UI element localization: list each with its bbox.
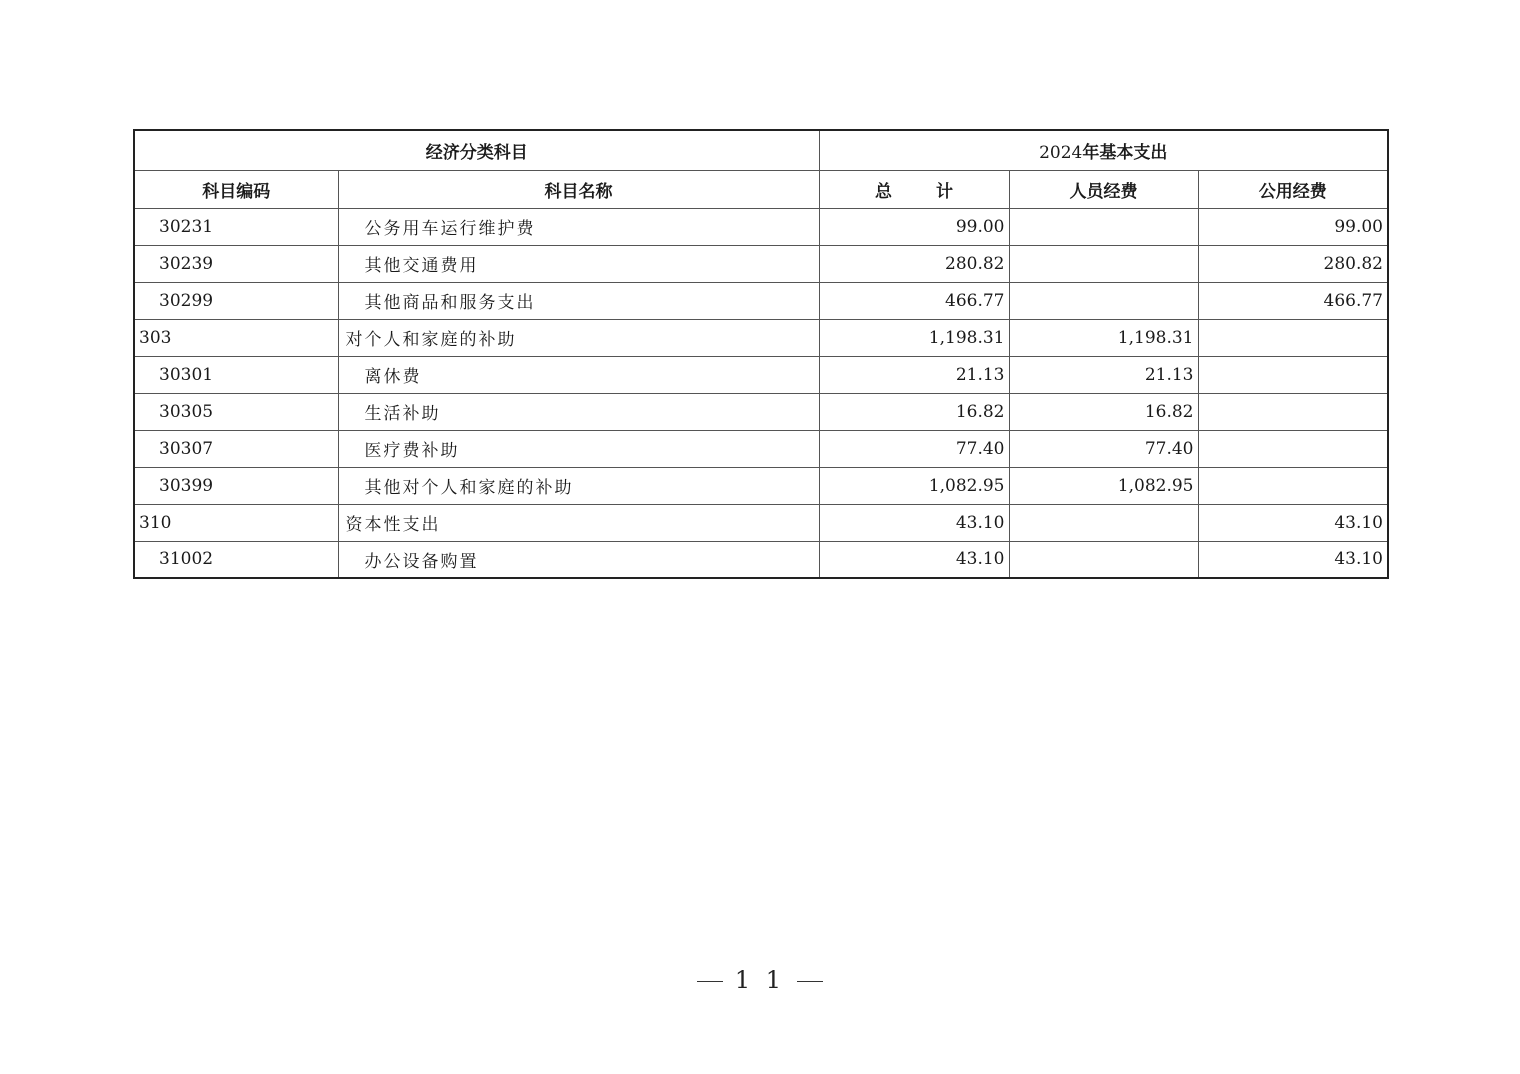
code-column-header: 科目编码 bbox=[134, 170, 338, 208]
row-personnel bbox=[1009, 208, 1198, 245]
row-code: 30301 bbox=[134, 356, 338, 393]
row-public bbox=[1198, 319, 1388, 356]
total-column-header bbox=[819, 170, 1009, 208]
row-personnel: 1,082.95 bbox=[1009, 467, 1198, 504]
row-total: 43.10 bbox=[819, 541, 1009, 578]
public-column-header: 公用经费 bbox=[1198, 170, 1388, 208]
table-row bbox=[134, 467, 1388, 504]
row-code: 310 bbox=[134, 504, 338, 541]
row-total: 99.00 bbox=[819, 208, 1009, 245]
row-public: 43.10 bbox=[1198, 504, 1388, 541]
right-dash bbox=[797, 981, 823, 982]
row-name: 资本性支出 bbox=[338, 504, 819, 541]
row-total: 21.13 bbox=[819, 356, 1009, 393]
row-personnel: 16.82 bbox=[1009, 393, 1198, 430]
row-total: 16.82 bbox=[819, 393, 1009, 430]
row-code: 30299 bbox=[134, 282, 338, 319]
table-row bbox=[134, 393, 1388, 430]
row-public: 280.82 bbox=[1198, 245, 1388, 282]
row-personnel bbox=[1009, 541, 1198, 578]
page-number-footer bbox=[0, 966, 1520, 994]
table-header-row-2 bbox=[134, 170, 1388, 208]
row-personnel bbox=[1009, 282, 1198, 319]
table-header-row-1 bbox=[134, 130, 1388, 170]
row-total: 1,198.31 bbox=[819, 319, 1009, 356]
row-total: 77.40 bbox=[819, 430, 1009, 467]
row-code: 30399 bbox=[134, 467, 338, 504]
row-personnel: 1,198.31 bbox=[1009, 319, 1198, 356]
total-label-right: 计 bbox=[936, 181, 953, 202]
row-code: 30305 bbox=[134, 393, 338, 430]
year-suffix-label: 年基本支出 bbox=[1082, 142, 1168, 163]
row-public: 99.00 bbox=[1198, 208, 1388, 245]
row-personnel: 21.13 bbox=[1009, 356, 1198, 393]
budget-expenditure-table bbox=[133, 129, 1389, 579]
row-total: 43.10 bbox=[819, 504, 1009, 541]
row-name: 离休费 bbox=[338, 356, 819, 393]
table-row bbox=[134, 356, 1388, 393]
table-row bbox=[134, 282, 1388, 319]
row-name: 公务用车运行维护费 bbox=[338, 208, 819, 245]
row-public bbox=[1198, 467, 1388, 504]
row-name: 生活补助 bbox=[338, 393, 819, 430]
row-total: 1,082.95 bbox=[819, 467, 1009, 504]
table-row bbox=[134, 245, 1388, 282]
row-personnel bbox=[1009, 504, 1198, 541]
name-column-header: 科目名称 bbox=[338, 170, 819, 208]
row-total: 280.82 bbox=[819, 245, 1009, 282]
row-public bbox=[1198, 356, 1388, 393]
row-name: 其他对个人和家庭的补助 bbox=[338, 467, 819, 504]
left-dash bbox=[697, 981, 723, 982]
row-code: 30307 bbox=[134, 430, 338, 467]
row-personnel bbox=[1009, 245, 1198, 282]
row-code: 31002 bbox=[134, 541, 338, 578]
row-total: 466.77 bbox=[819, 282, 1009, 319]
row-code: 30239 bbox=[134, 245, 338, 282]
row-name: 其他商品和服务支出 bbox=[338, 282, 819, 319]
row-code: 30231 bbox=[134, 208, 338, 245]
row-name: 对个人和家庭的补助 bbox=[338, 319, 819, 356]
row-code: 303 bbox=[134, 319, 338, 356]
row-public: 43.10 bbox=[1198, 541, 1388, 578]
personnel-column-header: 人员经费 bbox=[1009, 170, 1198, 208]
total-label-left: 总 bbox=[875, 181, 892, 202]
page-number: 1 1 bbox=[734, 966, 786, 994]
table-row bbox=[134, 541, 1388, 578]
row-name: 办公设备购置 bbox=[338, 541, 819, 578]
table-row bbox=[134, 504, 1388, 541]
econ-classification-header: 经济分类科目 bbox=[134, 130, 819, 170]
table-row bbox=[134, 319, 1388, 356]
row-name: 医疗费补助 bbox=[338, 430, 819, 467]
year-label: 2024 bbox=[1039, 142, 1083, 163]
row-public: 466.77 bbox=[1198, 282, 1388, 319]
table-row bbox=[134, 208, 1388, 245]
basic-expenditure-header bbox=[819, 130, 1388, 170]
row-name: 其他交通费用 bbox=[338, 245, 819, 282]
row-public bbox=[1198, 393, 1388, 430]
row-public bbox=[1198, 430, 1388, 467]
table-row bbox=[134, 430, 1388, 467]
row-personnel: 77.40 bbox=[1009, 430, 1198, 467]
